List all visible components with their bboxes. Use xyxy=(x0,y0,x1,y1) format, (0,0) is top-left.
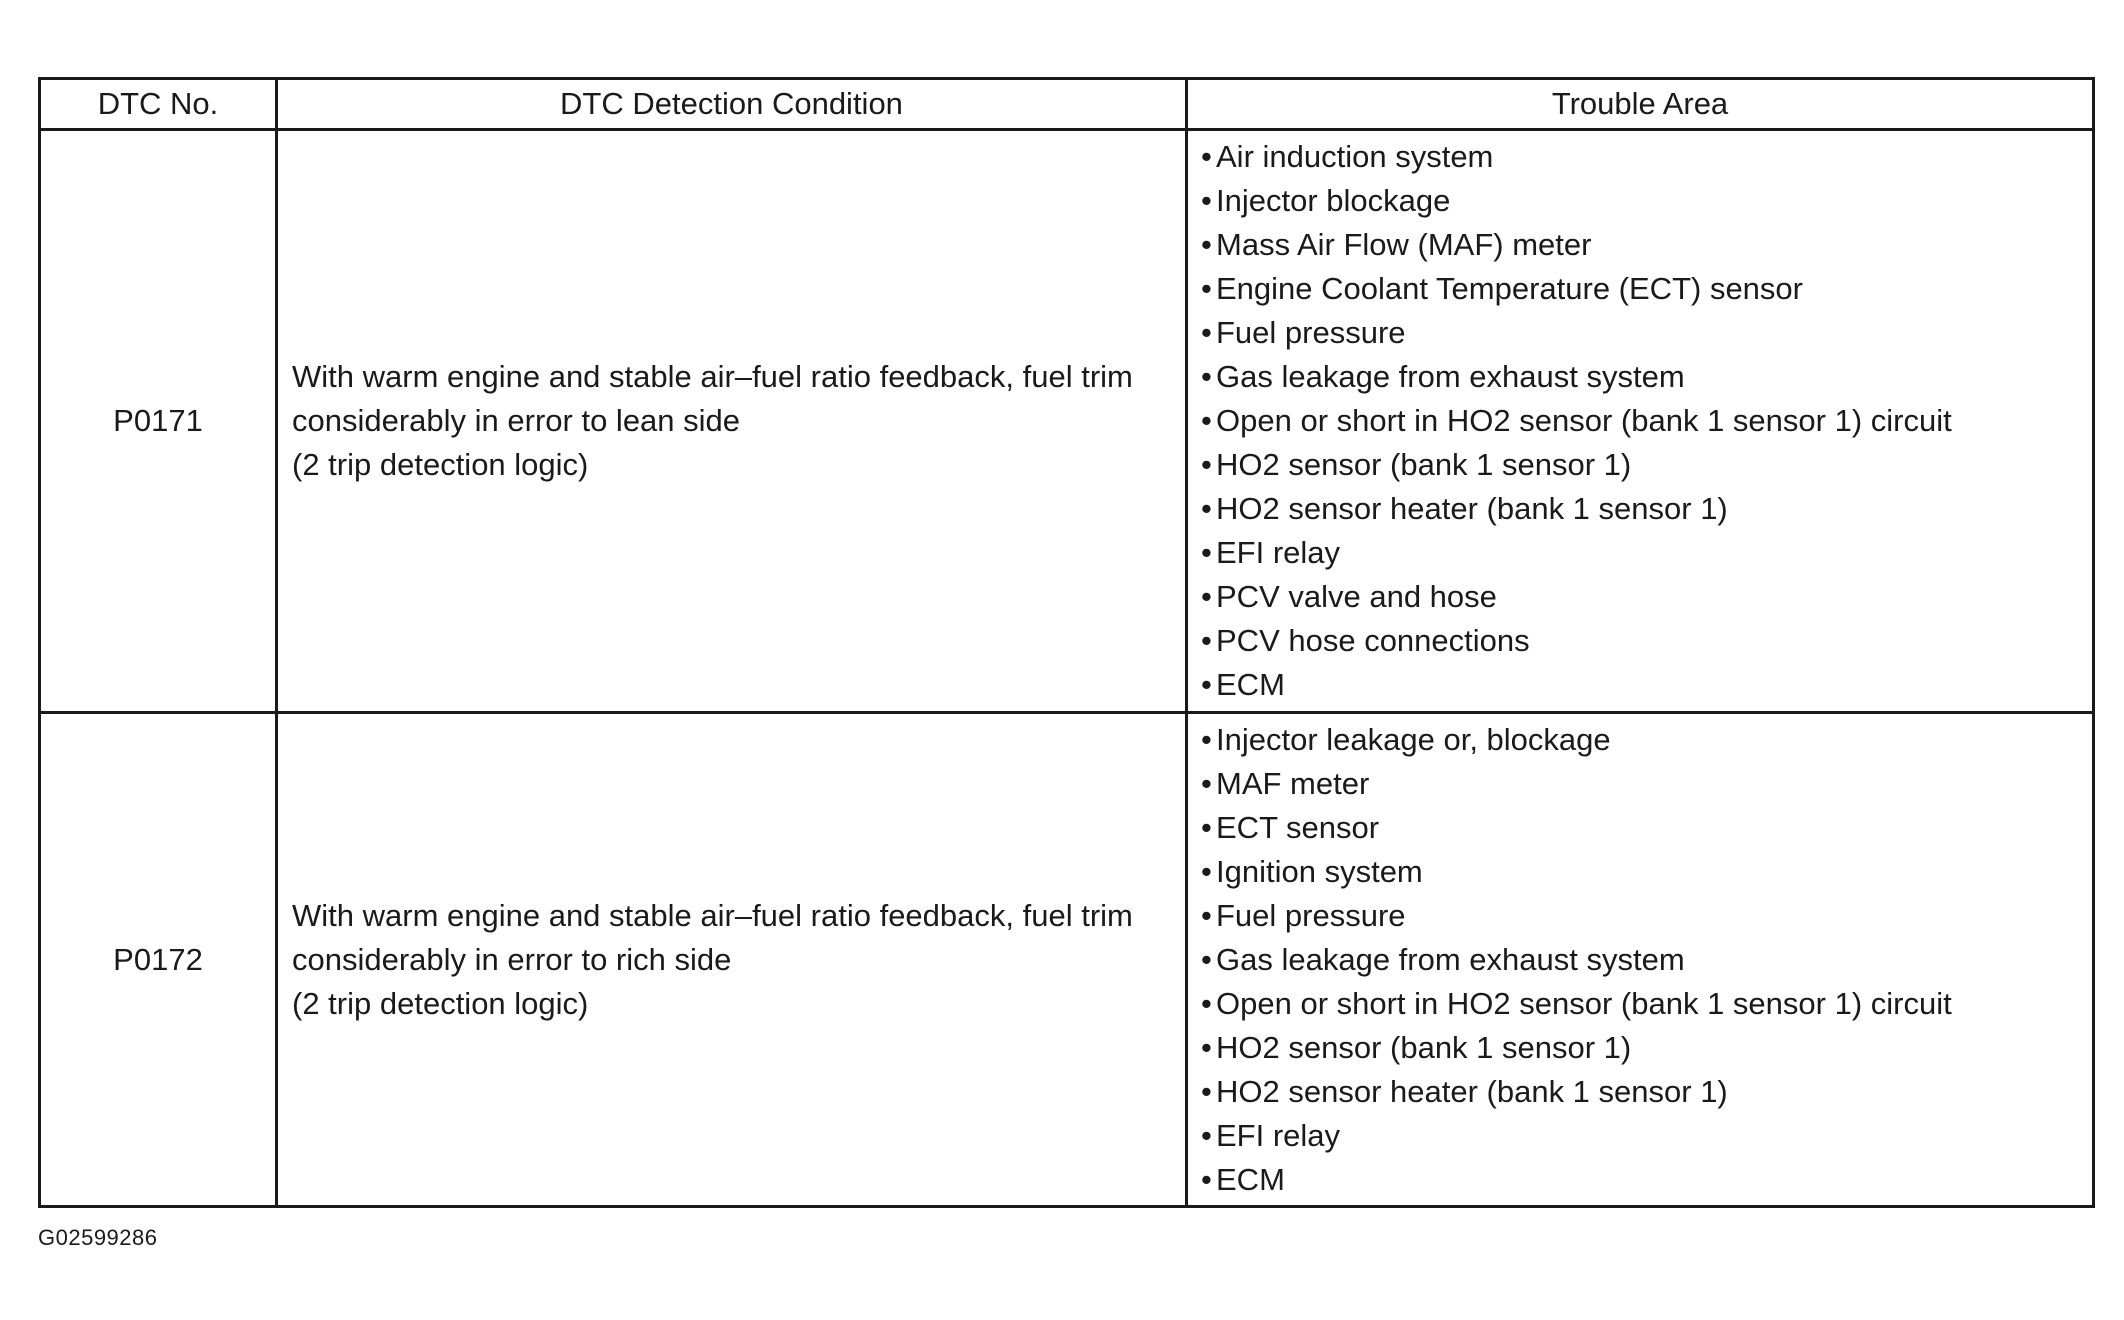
trouble-area-item: • HO2 sensor (bank 1 sensor 1) xyxy=(1201,1026,2092,1070)
dtc-table xyxy=(38,77,2095,1208)
trouble-area-item: • PCV hose connections xyxy=(1201,619,2092,663)
table-row xyxy=(40,130,2094,713)
trouble-area-item: • Gas leakage from exhaust system xyxy=(1201,355,2092,399)
trouble-area-item: • Open or short in HO2 sensor (bank 1 sensor 1) circuit xyxy=(1201,982,2092,1026)
condition-line: (2 trip detection logic) xyxy=(292,985,589,1021)
trouble-area-item: • PCV valve and hose xyxy=(1201,575,2092,619)
trouble-area-list xyxy=(1201,135,2092,707)
trouble-area-item: • Injector blockage xyxy=(1201,179,2092,223)
trouble-area-list xyxy=(1201,718,2092,1202)
table-row xyxy=(40,713,2094,1207)
condition-line: With warm engine and stable air–fuel ratio feedback, fuel trim xyxy=(292,897,1133,933)
trouble-area-item: • Fuel pressure xyxy=(1201,894,2092,938)
detection-condition xyxy=(277,713,1187,1207)
trouble-area-item: • Open or short in HO2 sensor (bank 1 sensor 1) circuit xyxy=(1201,399,2092,443)
trouble-area-item: • HO2 sensor (bank 1 sensor 1) xyxy=(1201,443,2092,487)
dtc-code: P0172 xyxy=(40,713,277,1207)
condition-line: considerably in error to rich side xyxy=(292,941,732,977)
trouble-area-item: • HO2 sensor heater (bank 1 sensor 1) xyxy=(1201,487,2092,531)
trouble-area-item: • HO2 sensor heater (bank 1 sensor 1) xyxy=(1201,1070,2092,1114)
condition-line: With warm engine and stable air–fuel ratio feedback, fuel trim xyxy=(292,359,1133,394)
trouble-area-item: • EFI relay xyxy=(1201,1114,2092,1158)
dtc-code: P0171 xyxy=(40,130,277,713)
header-row xyxy=(40,79,2094,130)
trouble-area-item: • ECM xyxy=(1201,1158,2092,1202)
trouble-area xyxy=(1187,713,2094,1207)
trouble-area-item: • Fuel pressure xyxy=(1201,311,2092,355)
header-dtc-no: DTC No. xyxy=(40,79,277,130)
trouble-area xyxy=(1187,130,2094,713)
trouble-area-item: • MAF meter xyxy=(1201,762,2092,806)
header-detection-condition: DTC Detection Condition xyxy=(277,79,1187,130)
trouble-area-item: • Mass Air Flow (MAF) meter xyxy=(1201,223,2092,267)
header-trouble-area: Trouble Area xyxy=(1187,79,2094,130)
trouble-area-item: • ECT sensor xyxy=(1201,806,2092,850)
figure-id: G02599286 xyxy=(38,1225,158,1250)
trouble-area-item: • Gas leakage from exhaust system xyxy=(1201,938,2092,982)
trouble-area-item: • Ignition system xyxy=(1201,850,2092,894)
trouble-area-item: • Engine Coolant Temperature (ECT) sensor xyxy=(1201,267,2092,311)
condition-line: (2 trip detection logic) xyxy=(292,447,589,482)
trouble-area-item: • Air induction system xyxy=(1201,135,2092,179)
trouble-area-item: • ECM xyxy=(1201,663,2092,707)
trouble-area-item: • Injector leakage or, blockage xyxy=(1201,718,2092,762)
condition-line: considerably in error to lean side xyxy=(292,403,741,438)
trouble-area-item: • EFI relay xyxy=(1201,531,2092,575)
detection-condition xyxy=(277,130,1187,713)
